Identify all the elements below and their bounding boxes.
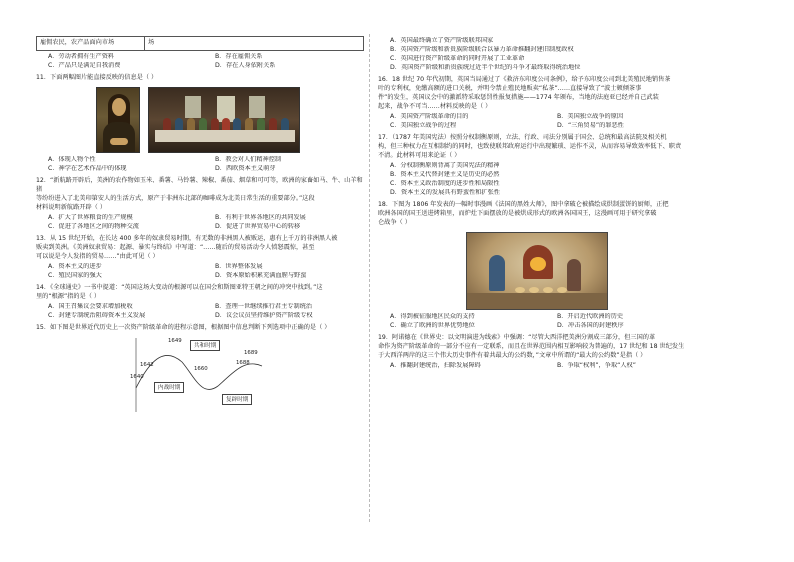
table-cell: 雇佣农民，农产品面向市场 <box>37 37 145 51</box>
year-label: 1688 <box>236 359 250 366</box>
question-11: 11．下面两幅图片能直接反映的信息是（ ） <box>36 73 158 81</box>
option-b: B．英国资产阶级和新贵族阶级联合以暴力革命推翻封建旧制度政权 <box>390 45 574 53</box>
q11-options <box>36 156 364 174</box>
question-16 <box>378 76 706 112</box>
q19-options <box>378 362 706 371</box>
option-c: C．促进了各地区之间的物种交流 <box>48 222 139 230</box>
q13-options <box>36 263 364 281</box>
stem-line: 17．（1787 年美国宪法）按照分权制衡原则，立法、行政、司法分别属于国会、总统和最高法院及相关机 <box>378 133 667 141</box>
question-19 <box>378 334 706 361</box>
stem-line: 起来，战争不可当……材料反映的是（ ） <box>378 102 492 110</box>
option-a: A．国王召集议会要求增加税收 <box>48 302 133 310</box>
q15-options <box>378 37 706 73</box>
option-a: A．得到被征服地区民众的支持 <box>390 312 475 320</box>
option-c: C．神学在艺术作品中的体现 <box>48 164 127 172</box>
period-box-restoration: 复辟时期 <box>222 394 252 405</box>
year-label: 1640 <box>130 373 144 380</box>
mona-lisa-painting <box>96 87 140 153</box>
left-column <box>36 36 364 417</box>
option-d: D．“三角贸易”的罪恶性 <box>557 121 624 129</box>
option-a: A．体现人物个性 <box>48 155 96 163</box>
stem-line: 不清。此材料可用来论证（ ） <box>378 151 461 159</box>
stem-line: 欧洲各国的国王送进烤箱里，而炉灶下面摆放的是被烘成形式的欧洲各国国王，这漫画可用于研究拿破 <box>378 209 657 217</box>
period-box-republic: 共和时期 <box>190 340 220 351</box>
option-d: D．西欧资本主义萌芽 <box>215 164 276 172</box>
option-d: D．议会议员坚持维护资产阶级专权 <box>215 311 313 319</box>
revolution-process-diagram <box>132 336 272 414</box>
option-a: A．劳动者拥有生产资料 <box>48 53 115 60</box>
option-b: B．有利于世界各地区的共同发展 <box>215 213 306 221</box>
option-d: D．资本主义的发展具有野蛮性和扩张性 <box>390 188 500 196</box>
q14-options <box>36 303 364 321</box>
option-b: B．世界整体发展 <box>215 262 263 270</box>
option-d: D．冲击各国的封建秩序 <box>557 321 624 329</box>
period-box-civil-war: 内战时期 <box>154 382 184 393</box>
option-b: B．查理一世继续推行君主专制统治 <box>215 302 313 310</box>
question-17 <box>378 134 706 161</box>
stem-line: 材料说明新航路开辟（ ） <box>36 203 107 211</box>
stem-line: 里的“根源”指的是（ ） <box>36 292 101 300</box>
option-a: A．美国资产阶级革命的目的 <box>390 112 469 120</box>
stem-line: 仑战争（ ） <box>378 218 411 226</box>
option-b: B．争取“权利”，争取“人权” <box>557 361 636 369</box>
option-a: A．推翻封建统治，扫除发展障碍 <box>390 361 481 369</box>
q10-options <box>36 53 364 71</box>
q16-options <box>378 113 706 131</box>
stem-line: 可以说是令人发指的贸易……”由此可见（ ） <box>36 252 159 260</box>
stem-line: 于大西洋两岸的这三个伟大历史事件有着共最大的公约数，”文章中所谓的“最大的公约数”是指（ ） <box>378 351 647 359</box>
option-c: C．资本主义政治制度的进步性和局限性 <box>390 179 500 187</box>
option-c: C．殖民国家的强大 <box>48 271 102 279</box>
right-column <box>378 36 706 371</box>
column-divider <box>369 34 370 522</box>
question-15: 15．如下图是世界近代历史上一次资产阶级革命的进程示意图，根据图中信息判断下列选项中正确的是（ ） <box>36 323 331 331</box>
option-a: A．英国最终确立了资产阶级联邦国家 <box>390 37 494 44</box>
stem-line: 12．“新航路开辟后，美洲的农作物如玉米、番薯、马铃薯、辣椒、番茄、烟草和可可等，欧洲的家畜如马、牛、山羊和猪 <box>36 176 363 193</box>
year-label: 1642 <box>140 361 154 368</box>
year-label: 1689 <box>244 349 258 356</box>
q18-options <box>378 313 706 331</box>
year-label: 1649 <box>168 337 182 344</box>
table-row <box>37 37 364 51</box>
question-13 <box>36 235 364 262</box>
question-18 <box>378 201 706 228</box>
stem-line: 件”的发生，英国议会中的激派特采取惩罚性报复措施——1774 年颁布，当地的法庭亚已经并自己武装 <box>378 93 659 101</box>
q11-images <box>96 87 364 153</box>
napoleon-cartoon-image <box>466 232 608 310</box>
stem-line: 13．从 15 世纪开始，在长达 400 多年的奴隶贸易时期，有无数的非洲黑人被贩运，惠有上千万的非洲黑人被 <box>36 234 338 242</box>
option-d: D．资本原始积累充满血腥与野蛮 <box>215 271 307 279</box>
stem-line: 14．《全球通史》一书中提道：“英国这场大变动的根源可以在国会和斯图亚特王朝之间的冲突中找到。”这 <box>36 283 323 291</box>
stem-line: 构，但三种权力在互相制约的同时，也致使联邦政府运行中出现繁琐、运作不灵，从而容易导致效率低下、职责 <box>378 142 682 150</box>
stem-line: 命作为资产阶级革命的一部分不应有一定联系，而且在世界范围内相互影响较为普遍的，17 世纪和 18 世纪发生 <box>378 342 685 350</box>
option-d: D．促进了世界贸易中心的转移 <box>215 222 301 230</box>
option-c: C．美国独立战争的过程 <box>390 121 457 129</box>
option-d: D．存在人身依附关系 <box>215 61 276 69</box>
option-c: C．产品只是满足自我消费 <box>48 61 121 69</box>
option-a: A．扩大了世界粮食的生产规模 <box>48 213 133 221</box>
stem-line: 18．下图为 1806 年发表的一幅时事漫画《法国的黑姓大师》，图中拿破仑被描绘成烘制蛋饼的厨师，正把 <box>378 200 669 208</box>
option-c: C．确立了欧洲的世界优势地位 <box>390 321 475 329</box>
question-12 <box>36 177 364 213</box>
option-b: B．美国独立战争的原因 <box>557 112 624 120</box>
stem-line: 贩卖到美洲。《美洲奴隶贸易：起源、暴实与终结》中写道：“……随后的贸易活动令人愤怒震惊，甚至 <box>36 243 315 251</box>
table-cell: 场 <box>145 37 364 51</box>
q10-table <box>36 36 364 51</box>
option-b: B．开启近代欧洲的历史 <box>557 312 624 320</box>
option-a: A．资本主义的进步 <box>48 262 102 270</box>
stem-line: 叶的专利权，免缴高额的进口关税，并明令禁止殖民地贩卖“私茶”……直接导致了“波士顿倾茶事 <box>378 84 642 92</box>
stem-line: 19．阿诺德在《世界史：以文明演进为线索》中强调：“尽管大西洋把美洲分割成三部分，但三国的革 <box>378 333 656 341</box>
question-14 <box>36 284 364 302</box>
q12-options <box>36 214 364 232</box>
last-supper-painting <box>148 87 300 153</box>
option-b: B．存在雇佣关系 <box>215 53 263 60</box>
option-a: A．分权制衡原则背离了美国宪法的精神 <box>390 161 500 169</box>
stem-line: 16．18 世纪 70 年代初期，英国当局通过了《救济东印度公司条例》，给予东印度公司到北美殖民地销售茶 <box>378 75 671 83</box>
option-b: B．教会对人们精神控制 <box>215 155 282 163</box>
q17-options <box>378 162 706 198</box>
option-c: C．封建专制统治阻碍资本主义发展 <box>48 311 146 319</box>
option-c: C．英国进行资产阶级革命的同时开展了工业革命 <box>390 54 525 62</box>
option-d: D．英国资产阶级和新贵族统过近半个世纪的斗争才最终取得统治地位 <box>390 63 581 71</box>
year-label: 1660 <box>194 365 208 372</box>
stem-line: 等纷纷进入了北美印第安人的生活方式，原产于非洲东北部的咖啡成为北美日常生活的重要部分。”这段 <box>36 194 315 202</box>
option-b: B．资本主义代替封建主义是历史的必然 <box>390 170 500 178</box>
